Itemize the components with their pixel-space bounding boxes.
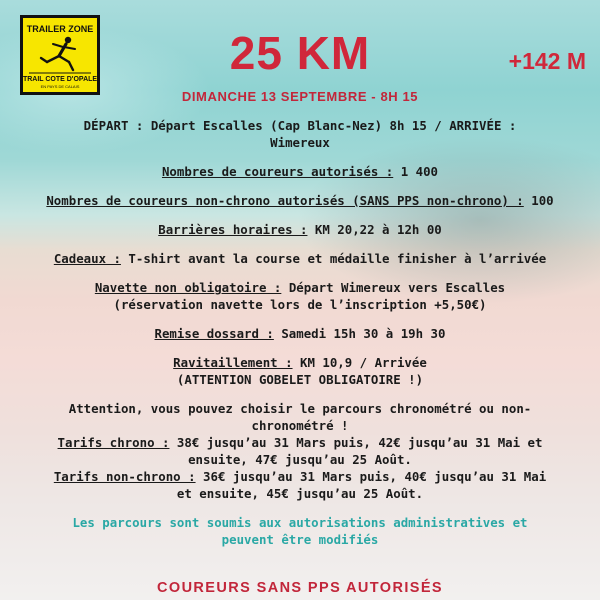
barrieres-label: Barrières horaires :	[158, 222, 308, 237]
attention-line1: Attention, vous pouvez choisir le parcours chronométré ou non-	[68, 401, 532, 416]
info-depart	[0, 117, 600, 151]
ravito-label: Ravitaillement :	[173, 355, 293, 370]
navette-value-line2: (réservation navette lors de l’inscription +5,50€)	[113, 297, 487, 312]
logo-top-text: TRAILER ZONE	[26, 24, 94, 34]
navette-value: Départ Wimereux vers Escalles	[288, 280, 506, 295]
ravito-value-line2: (ATTENTION GOBELET OBLIGATOIRE !)	[176, 372, 424, 387]
tarifs-block	[0, 400, 600, 502]
race-info	[0, 117, 600, 560]
tarifs-chrono-value: 38€ jusqu’au 31 Mars puis, 42€ jusqu’au 31 Mai et	[176, 435, 543, 450]
info-remise	[0, 325, 600, 342]
navette-label: Navette non obligatoire :	[94, 280, 282, 295]
depart-value-line2: Wimereux	[270, 135, 330, 150]
attention-line2: chronométré !	[251, 418, 349, 433]
tarifs-non-chrono-value-line2: et ensuite, 45€ jusqu’au 25 Août.	[176, 486, 424, 501]
info-cadeaux	[0, 250, 600, 267]
non-chrono-value: 100	[531, 193, 554, 208]
logo-bottom-text: TRAIL COTE D'OPALE	[23, 76, 97, 83]
cadeaux-value: T-shirt avant la course et médaille finisher à l’arrivée	[128, 251, 547, 266]
depart-value: Départ Escalles (Cap Blanc-Nez) 8h 15 / ARRIVÉE :	[150, 118, 517, 133]
depart-label: DÉPART :	[83, 118, 144, 133]
coureurs-value: 1 400	[400, 164, 439, 179]
race-date: DIMANCHE 13 SEPTEMBRE - 8H 15	[181, 89, 419, 104]
info-navette	[0, 279, 600, 313]
info-coureurs	[0, 163, 600, 180]
non-chrono-label: Nombres de coureurs non-chrono autorisés (SANS PPS non-chrono) :	[46, 193, 524, 208]
coureurs-label: Nombres de coureurs autorisés :	[161, 164, 394, 179]
barrieres-value: KM 20,22 à 12h 00	[314, 222, 442, 237]
notice-line2: peuvent être modifiés	[221, 532, 379, 547]
tarifs-non-chrono-value: 36€ jusqu’au 31 Mars puis, 40€ jusqu’au 31 Mai	[203, 469, 547, 484]
tarifs-chrono-value-line2: ensuite, 47€ jusqu’au 25 Août.	[188, 452, 412, 467]
info-barrieres	[0, 221, 600, 238]
footer-pps-notice: COUREURS SANS PPS AUTORISÉS	[157, 580, 443, 596]
race-distance-title: 25 KM	[229, 27, 371, 79]
ravito-value: KM 10,9 / Arrivée	[300, 355, 427, 370]
tarifs-non-chrono-label: Tarifs non-chrono :	[53, 469, 196, 484]
cadeaux-label: Cadeaux :	[53, 251, 121, 266]
admin-notice	[0, 514, 600, 548]
remise-value: Samedi 15h 30 à 19h 30	[281, 326, 446, 341]
elevation-gain: +142 M	[508, 48, 586, 74]
notice-line1: Les parcours sont soumis aux autorisations administratives et	[72, 515, 528, 530]
tarifs-chrono-label: Tarifs chrono :	[57, 435, 170, 450]
info-ravito	[0, 354, 600, 388]
remise-label: Remise dossard :	[154, 326, 274, 341]
info-non-chrono	[0, 192, 600, 209]
logo-sub-text: EN PAYS DE CALAIS	[40, 84, 80, 89]
